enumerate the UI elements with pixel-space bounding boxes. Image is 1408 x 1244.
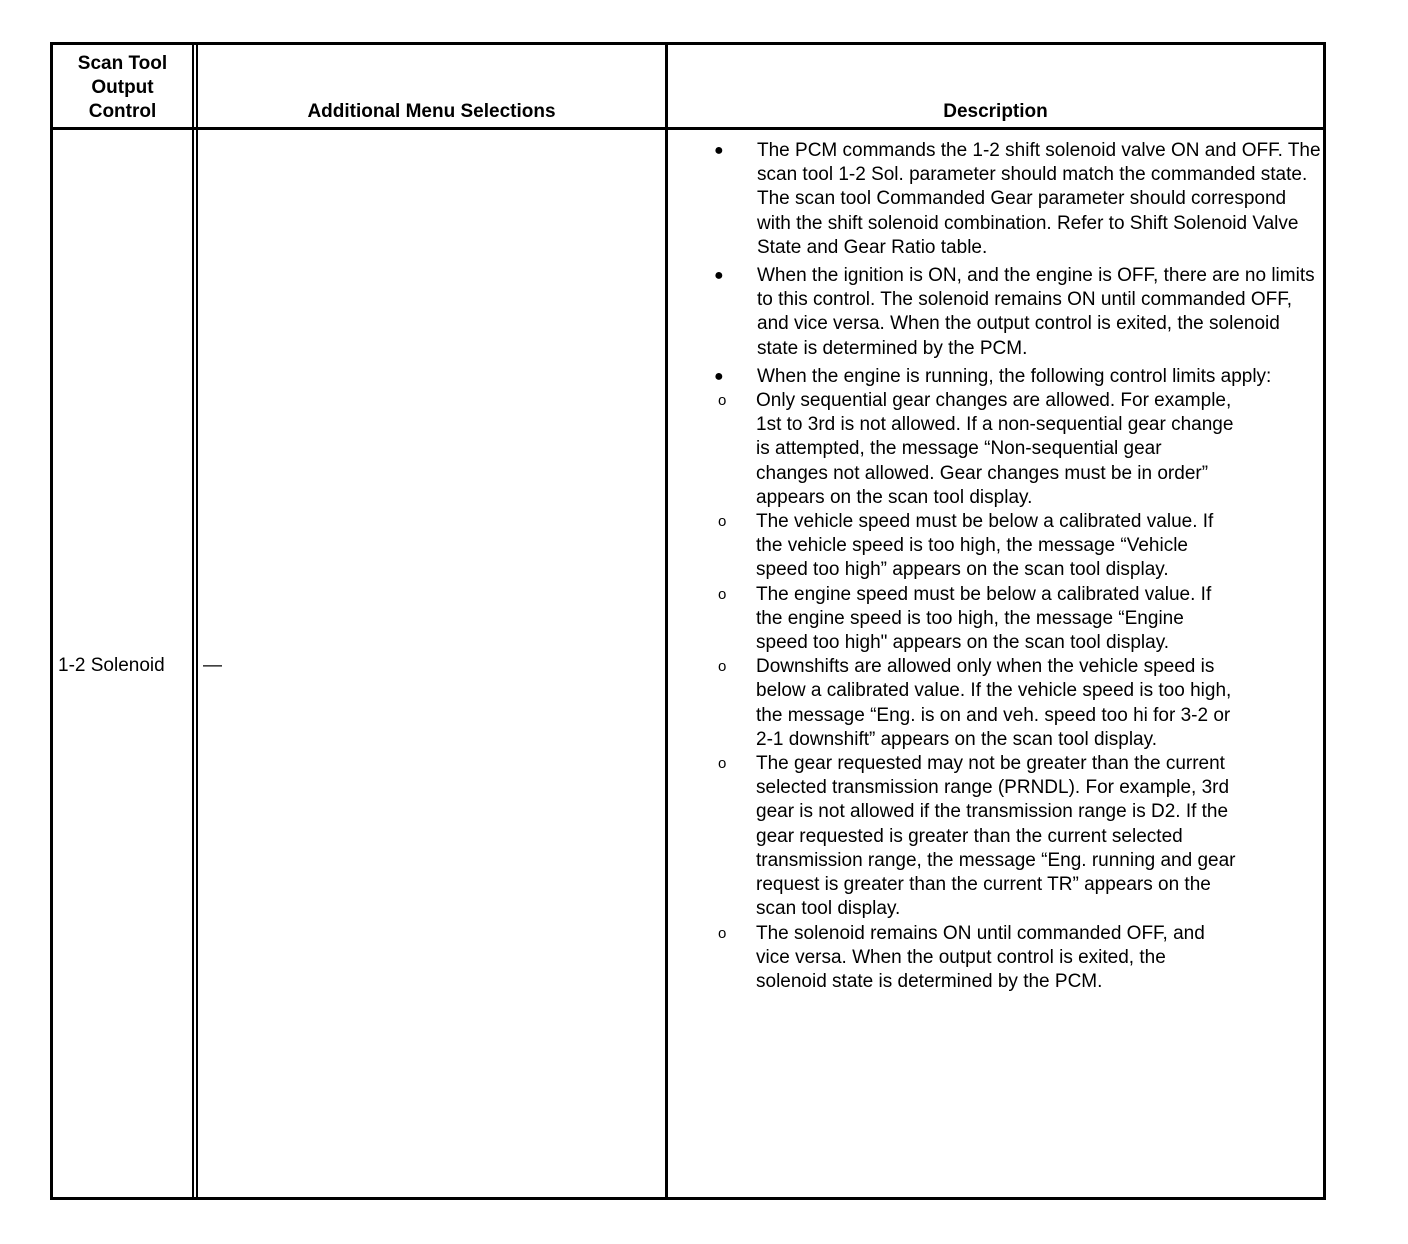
sub-bullet-text: The gear requested may not be greater than the current selected transmission range (PRNDL). For example, 3rd gear is not allowed if the transmission range is D2. If the gear requested is greater than the current selected transmission range, the message “Eng. running and gear request is greater than the current TR” appears on the scan tool display. — [756, 753, 1236, 920]
sub-bullet-list — [718, 389, 1323, 994]
list-item — [672, 752, 1236, 921]
header-description — [668, 45, 1323, 127]
row-output-control: 1-2 Solenoid — [58, 655, 165, 676]
description-bullet-list — [668, 139, 1323, 994]
bullet-icon: ● — [714, 267, 724, 285]
header-output-control — [53, 45, 192, 127]
list-item — [668, 365, 1323, 994]
bullet-text: When the ignition is ON, and the engine is OFF, there are no limits to this control. The solenoid remains ON until commanded OFF, and vice versa. When the output control is exited, the solenoid state is determined by the PCM. — [757, 265, 1315, 359]
sub-bullet-icon: o — [718, 585, 727, 603]
header-additional-menu-label: Additional Menu Selections — [307, 101, 556, 122]
list-item — [672, 922, 1236, 995]
bullet-icon: ● — [714, 142, 724, 159]
bullet-icon: ● — [714, 367, 724, 385]
sub-bullet-text: Only sequential gear changes are allowed. For example, 1st to 3rd is not allowed. If a non-sequential gear change is attempted, the message “Non-sequential gear changes not allowed. Gear changes must be in order” appears on the scan tool display. — [756, 390, 1234, 508]
list-item — [672, 655, 1236, 752]
sub-bullet-icon: o — [718, 658, 727, 676]
sub-bullet-icon: o — [718, 924, 727, 942]
column-divider — [196, 45, 198, 1197]
sub-bullet-text: The solenoid remains ON until commanded OFF, and vice versa. When the output control is exited, the solenoid state is determined by the PCM. — [756, 922, 1205, 992]
row-additional-menu: — — [203, 655, 222, 676]
column-divider — [192, 45, 194, 1197]
list-item — [668, 264, 1323, 361]
list-item — [672, 510, 1236, 583]
sub-bullet-icon: o — [718, 513, 727, 531]
list-item — [672, 583, 1236, 656]
sub-bullet-text: The engine speed must be below a calibrated value. If the engine speed is too high, the message “Engine speed too high" appears on the scan tool display. — [756, 583, 1212, 654]
list-item — [672, 389, 1236, 510]
row-description — [668, 139, 1323, 998]
sub-bullet-text: Downshifts are allowed only when the vehicle speed is below a calibrated value. If the vehicle speed is too high, the message “Eng. is on and veh. speed too hi for 3-2 or 2-1 downshift” appears on the scan tool display. — [756, 656, 1232, 750]
header-output-control-label: Scan Tool Output Control — [77, 53, 168, 122]
header-description-label: Description — [943, 101, 1048, 122]
header-divider — [53, 127, 1323, 130]
scan-tool-output-control-table — [50, 42, 1326, 1200]
list-item — [668, 139, 1323, 260]
bullet-text: When the engine is running, the following control limits apply: — [757, 365, 1272, 387]
bullet-text: The PCM commands the 1-2 shift solenoid valve ON and OFF. The scan tool 1-2 Sol. parameter should match the commanded state. The scan tool Commanded Gear parameter should correspond with the shift solenoid combination. Refer to Shift Solenoid Valve State and Gear Ratio table. — [757, 140, 1321, 258]
header-additional-menu — [198, 45, 665, 127]
sub-bullet-icon: o — [718, 392, 727, 410]
sub-bullet-text: The vehicle speed must be below a calibrated value. If the vehicle speed is too high, the message “Vehicle speed too high” appears on the scan tool display. — [756, 511, 1214, 581]
sub-bullet-icon: o — [718, 755, 727, 773]
